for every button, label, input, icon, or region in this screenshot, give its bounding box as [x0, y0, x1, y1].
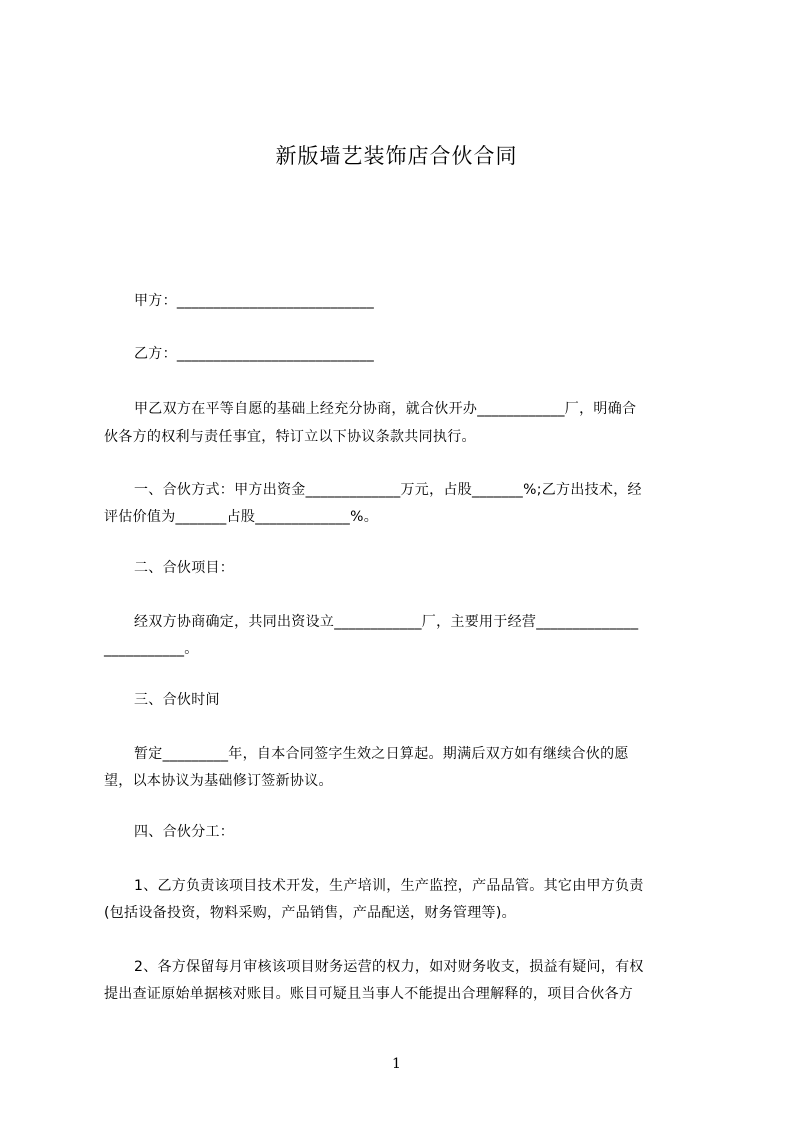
paragraph-line: 甲乙双方在平等自愿的基础上经充分协商，就合伙开办____________厂，明确合	[134, 401, 637, 417]
paragraph-line: 暂定_________年，自本合同签字生效之日算起。期满后双方如有继续合伙的愿	[134, 746, 629, 762]
party-b-line: 乙方：___________________________	[134, 346, 374, 362]
paragraph-line: 望，以本协议为基础修订签新协议。	[104, 773, 333, 789]
paragraph-line: 评估价值为_______占股_____________%。	[104, 509, 379, 525]
paragraph-line: 一、合伙方式：甲方出资金_____________万元，占股_______%;乙方出技术，经	[134, 482, 642, 498]
paragraph-line: 经双方协商确定，共同出资设立____________厂，主要用于经营______________	[134, 614, 639, 630]
paragraph-line: 伙各方的权利与责任事宜，特订立以下协议条款共同执行。	[104, 429, 476, 445]
paragraph-line: 2、各方保留每月审核该项目财务运营的权力，如对财务收支，损益有疑问，有权	[134, 959, 644, 975]
paragraph-line: 1、乙方负责该项目技术开发，生产培训，生产监控，产品品管。其它由甲方负责	[134, 878, 644, 894]
document-title: 新版墙艺装饰店合伙合同	[275, 144, 518, 168]
section-heading: 二、合伙项目：	[134, 560, 235, 576]
party-a-line: 甲方：___________________________	[134, 293, 374, 309]
paragraph-line: 提出查证原始单据核对账目。账目可疑且当事人不能提出合理解释的，项目合伙各方	[104, 986, 634, 1002]
paragraph-line: ___________。	[104, 641, 199, 657]
section-heading: 三、合伙时间	[134, 692, 220, 708]
section-heading: 四、合伙分工：	[134, 824, 235, 840]
paragraph-line: (包括设备投资，物料采购，产品销售，产品配送，财务管理等)。	[104, 905, 516, 921]
page-number: 1	[392, 1056, 401, 1072]
